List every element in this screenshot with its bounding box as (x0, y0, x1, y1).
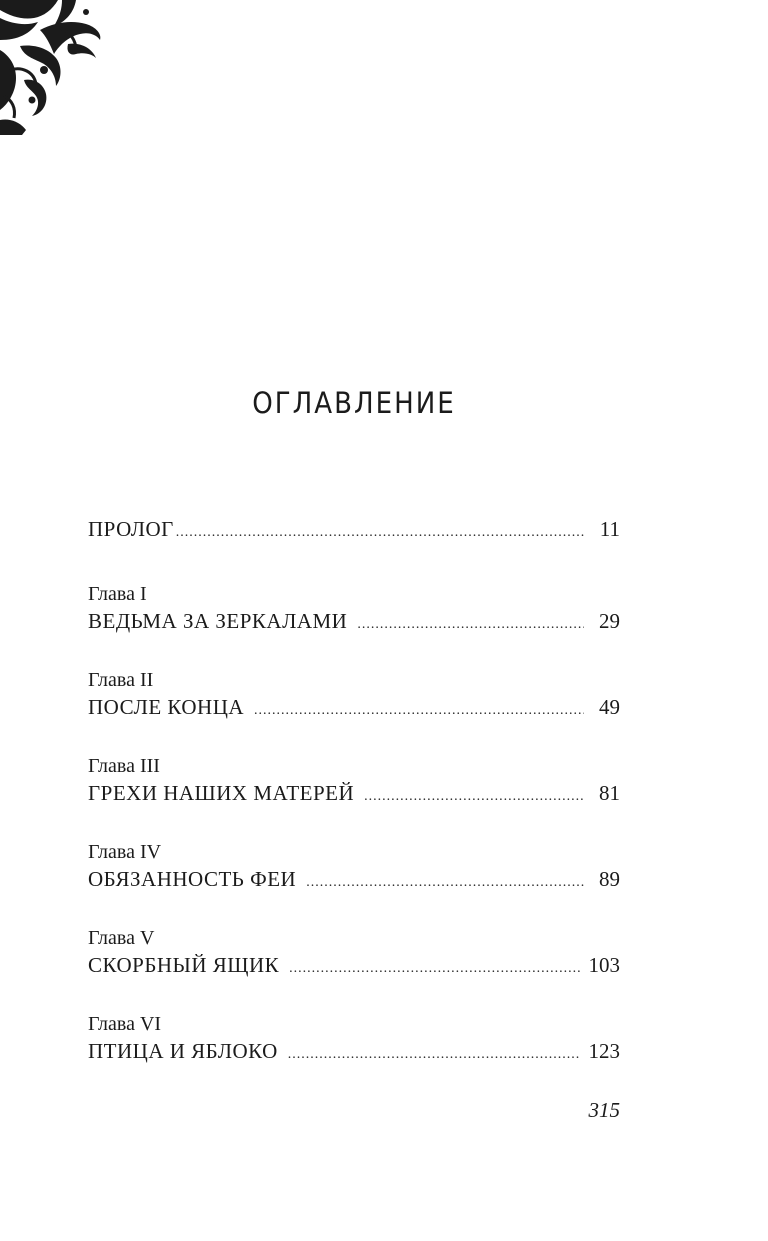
toc-title: ОГЛАВЛЕНИЕ (252, 386, 456, 420)
toc-line (88, 515, 620, 543)
dot-leader (254, 697, 584, 725)
entry-page-number: 89 (599, 867, 620, 891)
toc-entry-chapter-5 (88, 925, 620, 979)
toc-entry-chapter-1 (88, 581, 620, 635)
dot-leader (306, 869, 584, 897)
page-number: 315 (588, 1098, 620, 1122)
entry-title: ВЕДЬМА ЗА ЗЕРКАЛАМИ (88, 609, 348, 633)
toc-entry-chapter-2 (88, 667, 620, 721)
toc-entry-prologue (88, 515, 620, 543)
dot-leader (289, 955, 580, 983)
toc-line (88, 607, 620, 635)
toc-line (88, 1037, 620, 1065)
dot-leader (176, 519, 584, 547)
entry-page-number: 11 (599, 517, 620, 541)
toc-line (88, 693, 620, 721)
entry-title: ОБЯЗАННОСТЬ ФЕИ (88, 867, 297, 891)
entry-page-number: 81 (599, 781, 620, 805)
entry-title: ПРОЛОГ (88, 517, 174, 541)
entry-title: ПОСЛЕ КОНЦА (88, 695, 245, 719)
toc-entry-chapter-4 (88, 839, 620, 893)
entry-page-number: 49 (599, 695, 620, 719)
entry-page-number: 123 (588, 1039, 620, 1063)
toc-entry-chapter-3 (88, 753, 620, 807)
entry-title: ПТИЦА И ЯБЛОКО (88, 1039, 278, 1063)
table-of-contents (88, 515, 620, 1097)
entry-title: ГРЕХИ НАШИХ МАТЕРЕЙ (88, 781, 355, 805)
entry-page-number: 103 (588, 953, 620, 977)
floral-corner-ornament (0, 0, 110, 135)
chapter-label: Глава VI (88, 1013, 162, 1035)
dot-leader (288, 1041, 581, 1069)
chapter-label: Глава IV (88, 841, 162, 863)
chapter-label: Глава I (88, 583, 147, 605)
dot-leader (364, 783, 584, 811)
entry-page-number: 29 (599, 609, 620, 633)
toc-line (88, 779, 620, 807)
toc-line (88, 951, 620, 979)
toc-entry-chapter-6 (88, 1011, 620, 1065)
entry-title: СКОРБНЫЙ ЯЩИК (88, 953, 280, 977)
toc-line (88, 865, 620, 893)
chapter-label: Глава III (88, 755, 160, 777)
chapter-label: Глава II (88, 669, 154, 691)
chapter-label: Глава V (88, 927, 155, 949)
dot-leader (357, 611, 584, 639)
